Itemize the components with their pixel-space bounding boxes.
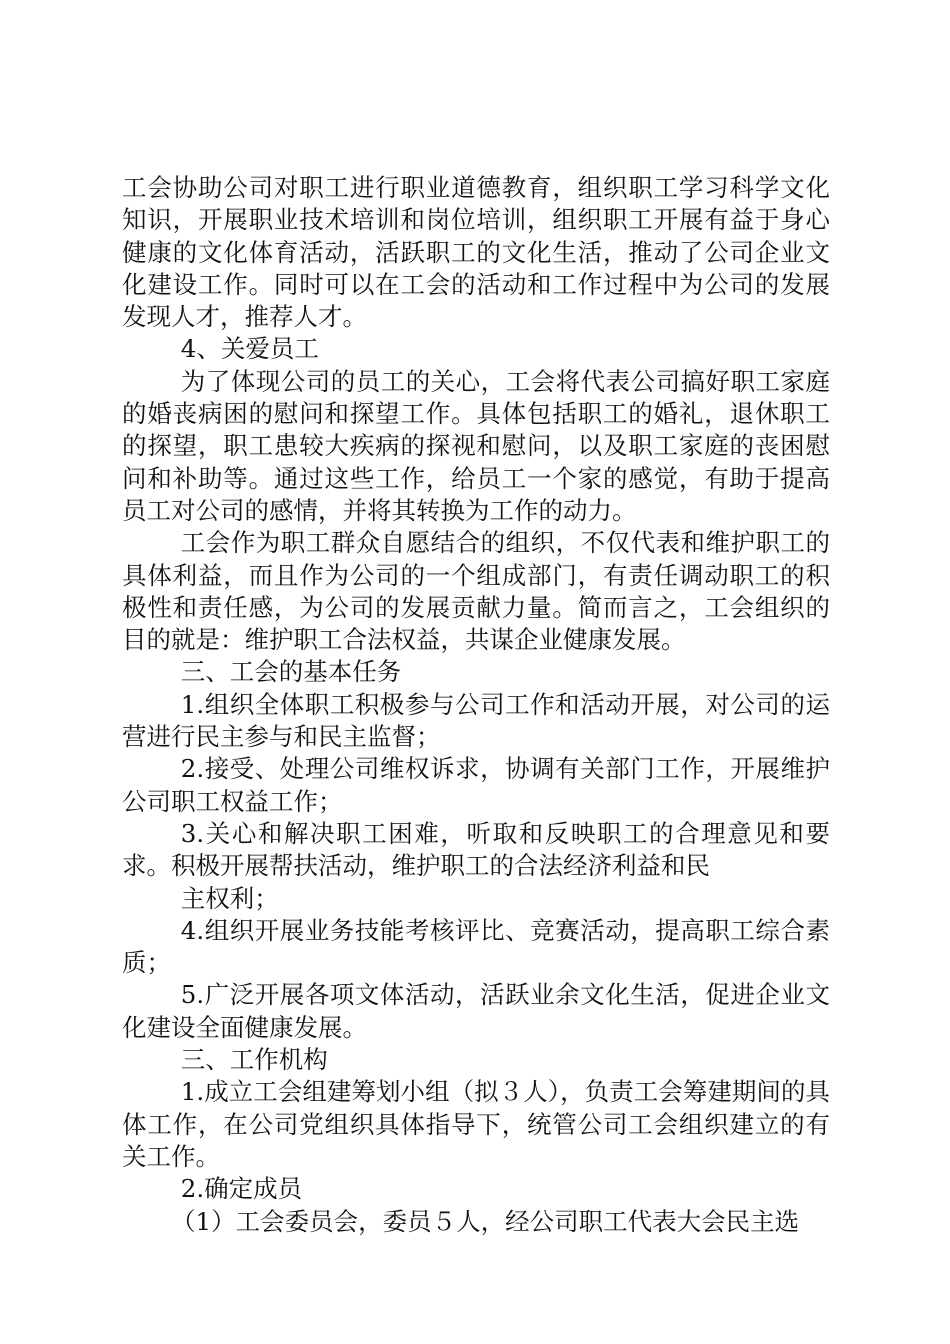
heading-work-organization: 三、工作机构 <box>180 1045 328 1075</box>
task-item-5: 5.广泛开展各项文体活动，活跃业余文化生活，促进企业文化建设全面健康发展。 <box>122 980 830 1042</box>
paragraph-care: 为了体现公司的员工的关心，工会将代表公司搞好职工家庭的婚丧病困的慰问和探望工作。具体包括职工的婚礼，退休职工的探望，职工患较大疾病的探视和慰问，以及职工家庭的丧困慰问和补助等。通过这些工作，给员工一个家的感觉，有助于提高员工对公司的感情，并将其转换为工作的动力。 <box>122 366 830 525</box>
paragraph-culture: 工会协助公司对职工进行职业道德教育，组织职工学习科学文化知识，开展职业技术培训和岗位培训，组织职工开展有益于身心健康的文化体育活动，活跃职工的文化生活，推动了公司企业文化建设工作。同时可以在工会的活动和工作过程中为公司的发展发现人才，推荐人才。 <box>122 173 830 332</box>
task-item-4: 4.组织开展业务技能考核评比、竞赛活动，提高职工综合素质； <box>122 915 830 978</box>
paragraph-union-purpose: 工会作为职工群众自愿结合的组织，不仅代表和维护职工的具体利益，而且作为公司的一个组成部门，有责任调动职工的积极性和责任感，为公司的发展贡献力量。简而言之，工会组织的目的就是：维护职工合法权益，共谋企业健康发展。 <box>122 528 830 655</box>
task-item-3-continued: 主权利； <box>180 883 279 913</box>
task-item-2: 2.接受、处理公司维权诉求，协调有关部门工作，开展维护公司职工权益工作； <box>122 754 830 816</box>
heading-care-employees: 4、关爱员工 <box>180 334 319 364</box>
task-item-3: 3.关心和解决职工困难，听取和反映职工的合理意见和要求。积极开展帮扶活动，维护职工的合法经济利益和民 <box>122 818 830 881</box>
organization-item-1: 1.成立工会组建筹划小组（拟３人），负责工会筹建期间的具体工作，在公司党组织具体指导下，统管公司工会组织建立的有关工作。 <box>122 1077 830 1171</box>
heading-basic-tasks: 三、工会的基本任务 <box>180 657 402 687</box>
organization-subitem-1: （1）工会委员会，委员５人，经公司职工代表大会民主选 <box>171 1206 800 1236</box>
document-body <box>122 172 830 1238</box>
organization-item-2: 2.确定成员 <box>180 1174 303 1204</box>
task-item-1: 1.组织全体职工积极参与公司工作和活动开展，对公司的运营进行民主参与和民主监督； <box>122 689 830 752</box>
